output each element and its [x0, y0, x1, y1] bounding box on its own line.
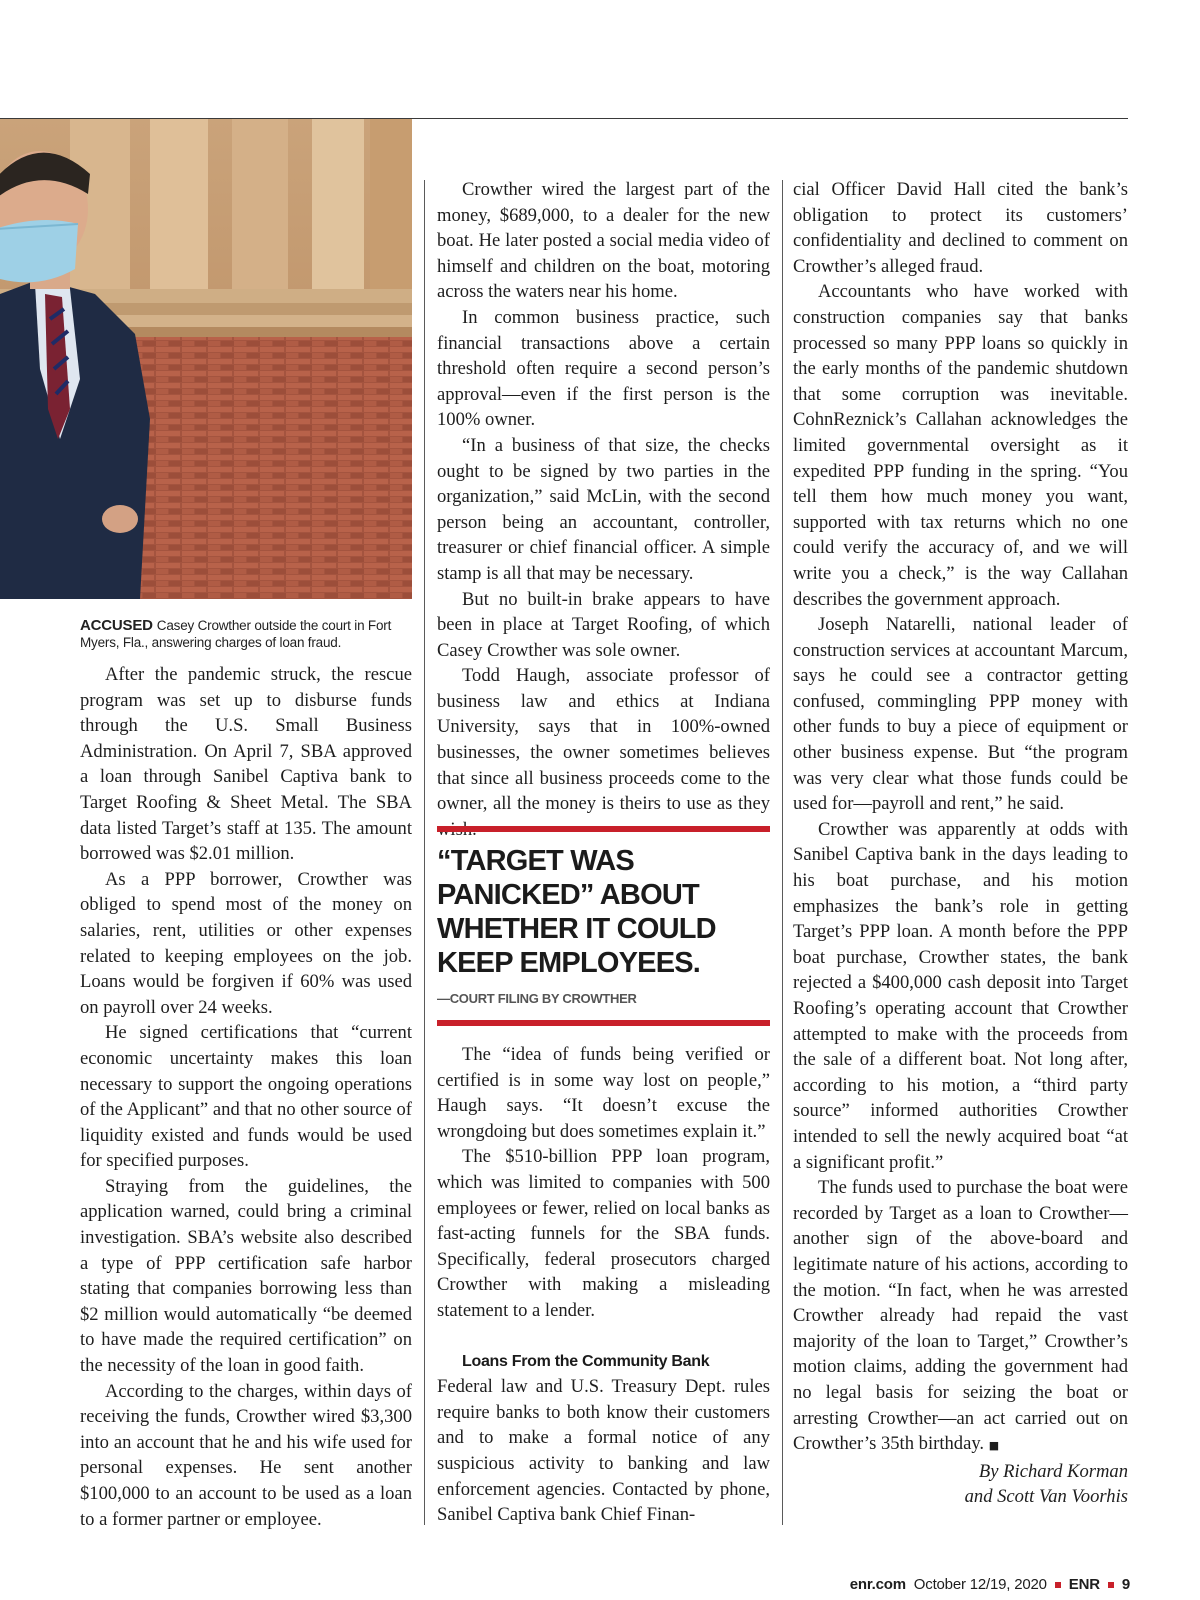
paragraph: In common business practice, such financial transactions above a certain threshold often require a second person’s approval—even if the first person is the 100% owner.	[437, 306, 770, 431]
pullquote-top-bar	[437, 826, 770, 832]
paragraph: The $510-billion PPP loan program, which was limited to companies with 500 employees or fewer, relied on local banks as fast-acting funnels for the SBA funds. Specifically, federal prosecutors charged Crowther with making a misleading statement to a lender.	[437, 1146, 770, 1321]
byline	[793, 1459, 1128, 1510]
article-column-2-bottom	[437, 1042, 770, 1528]
caption-text: Casey Crowther outside the court in Fort Myers, Fla., answering charges of loan fraud.	[80, 618, 392, 650]
paragraph: He signed certifications that “current economic uncertainty makes this loan necessary to support the ongoing operations of the Applicant” and that no other source of liquidity existed and funds would be used for specified purposes.	[80, 1022, 412, 1172]
pullquote-source: —COURT FILING BY CROWTHER	[437, 991, 637, 1006]
paragraph: Accountants who have worked with construction companies say that banks processed so many PPP loans so quickly in the early months of the pandemic shutdown that some corruption was inevitable. CohnReznick’s Callahan acknowledges the limited governmental oversight as it expedited PPP funding in the spring. “You tell them how much money you want, supported with tax returns which no one could verify the accuracy of, and we will write you a check,” is the way Callahan describes the government approach.	[793, 281, 1128, 610]
paragraph: As a PPP borrower, Crowther was obliged to spend most of the money on salaries, rent, utilities or other expenses related to keeping employees on the job. Loans would be forgiven if 60% was used on payroll over 24 weeks.	[80, 868, 412, 1018]
paragraph: Todd Haugh, associate professor of business law and ethics at Indiana University, says that in 100%-owned businesses, the owner sometimes believes that since all business proceeds come to the owner, all the money is theirs to use as they	[437, 665, 770, 815]
paragraph	[793, 1175, 1128, 1459]
footer-date: October 12/19, 2020	[913, 1576, 1047, 1593]
paragraph: The “idea of funds being verified or certified is in some way lost on people,” Haugh says. “It doesn’t excuse the wrongdoing but does sometimes explain it.”	[437, 1044, 770, 1142]
pullquote-bottom-bar	[437, 1020, 770, 1026]
pullquote: “TARGET WAS PANICKED” ABOUT WHETHER IT COULD KEEP EMPLOYEES.	[437, 845, 716, 979]
photo-caption	[80, 617, 420, 651]
byline-line-1: By Richard Korman	[978, 1460, 1128, 1482]
footer-brand: ENR	[1068, 1576, 1100, 1593]
paragraph: “In a business of that size, the checks ought to be signed by two parties in the organization,” said McLin, with the second person being an accountant, controller, treasurer or chief financial officer. A simple stamp is all that may be necessary.	[437, 434, 770, 584]
section-subhead: Loans From the Community Bank	[462, 1352, 710, 1370]
paragraph: cial Officer David Hall cited the bank’s obligation to protect its customers’ confidentiality and declined to comment on Crowther’s alleged fraud.	[793, 179, 1128, 277]
footer-site: enr.com	[849, 1576, 906, 1593]
paragraph: Crowther was apparently at odds with Sanibel Captiva bank in the days leading to his boat purchase, and his motion emphasizes the bank’s role in getting Target’s PPP loan. A month before the PPP boat purchase, Crowther states, the bank rejected a $400,000 cash deposit into Target Roofing’s operating account that Crowther attempted to make with the proceeds from the sale of a different boat. Not long after, according to his motion, a “third party source” informed authorities Crowther intended to sell the newly acquired boat “at a significant profit.”	[793, 818, 1128, 1173]
final-paragraph-text: The funds used to purchase the boat were recorded by Target as a loan to Crowther—another sign of the above-board and legitimate nature of his actions, according to the motion. “In fact, when he was arrested Crowther already had repaid the vast majority of the loan to Target,” Crowther’s motion claims, adding the government had no legal basis for seizing the boat or arresting Crowther—an act carried out on Crowther’s 35th birthday.	[793, 1177, 1128, 1455]
photo-casey-crowther	[0, 119, 412, 599]
article-column-2-top	[437, 177, 770, 842]
paragraph: Crowther wired the largest part of the money, $689,000, to a dealer for the new boat. He later posted a social media video of himself and children on the boat, motoring across the waters near his home.	[437, 179, 770, 303]
separator-dot-icon	[1055, 1582, 1061, 1588]
separator-dot-icon	[1108, 1582, 1114, 1588]
paragraph: According to the charges, within days of receiving the funds, Crowther wired $3,300 into an account that he and his wife used for personal expenses. He sent another $100,000 to an account to be used as a loan to a former partner or employee.	[80, 1380, 412, 1530]
paragraph: Federal law and U.S. Treasury Dept. rules require banks to both know their customers and to make a formal notice of any suspicious activity to banking and law enforcement agencies. Contacted by phone, Sanibel Captiva bank Chief Finan-	[437, 1376, 770, 1526]
article-column-1	[80, 662, 412, 1532]
paragraph: But no built-in brake appears to have been in place at Target Roofing, of which Casey Crowther was sole owner.	[437, 588, 770, 661]
column-divider	[424, 180, 425, 1525]
paragraph: After the pandemic struck, the rescue program was set up to disburse funds through the U.S. Small Business Administration. On April 7, SBA approved a loan through Sanibel Captiva bank to Target Roofing & Sheet Metal. The SBA data listed Target’s staff at 135. The amount borrowed was $2.01 million.	[80, 664, 412, 865]
column-divider	[782, 180, 783, 1525]
byline-line-2: and Scott Van Voorhis	[964, 1486, 1128, 1508]
paragraph: Joseph Natarelli, national leader of construction services at accountant Marcum, says he could see a contractor getting confused, commingling PPP money with other funds to buy a piece of equipment or other business expense. But “the program was very clear what those funds could be used for—payroll and rent,” he said.	[793, 614, 1128, 815]
page-number: 9	[1121, 1576, 1130, 1593]
article-column-3	[793, 177, 1128, 1510]
end-mark-icon: ■	[988, 1439, 1000, 1453]
page-footer	[850, 1576, 1130, 1593]
caption-tag: ACCUSED	[80, 617, 153, 634]
paragraph: Straying from the guidelines, the application warned, could bring a criminal investigation. SBA’s website also described a type of PPP certification safe harbor stating that companies borrowing less than $2 million would automatically “be deemed to have made the required certification” on the necessity of the loan in good faith.	[80, 1175, 412, 1377]
